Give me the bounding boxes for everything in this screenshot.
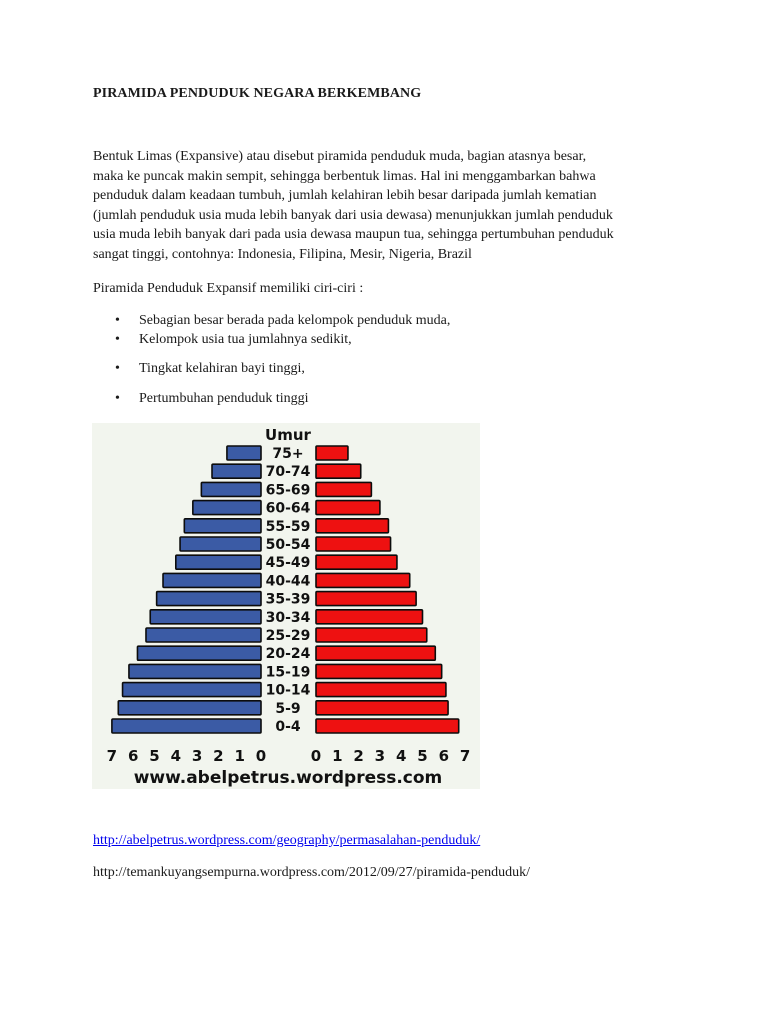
right-bar xyxy=(316,719,459,733)
age-group-label: 0-4 xyxy=(275,719,301,735)
characteristics-intro: Piramida Penduduk Expansif memiliki ciri-ciri : xyxy=(93,281,364,296)
age-group-label: 25-29 xyxy=(265,628,311,644)
left-bar xyxy=(137,646,261,660)
age-group-label: 60-64 xyxy=(265,500,311,517)
left-axis-tick: 2 xyxy=(213,747,224,765)
right-axis-tick: 0 xyxy=(310,747,322,765)
left-bar xyxy=(157,592,261,606)
list-item-text: Kelompok usia tua jumlahnya sedikit, xyxy=(139,332,352,347)
left-bar xyxy=(193,501,261,515)
age-group-label: 45-49 xyxy=(265,555,311,572)
paragraph-line: sangat tinggi, contohnya: Indonesia, Filipina, Mesir, Nigeria, Brazil xyxy=(93,246,472,262)
age-group-label: 65-69 xyxy=(265,482,311,499)
description-paragraph xyxy=(93,147,693,264)
right-bar xyxy=(316,555,397,569)
left-bar xyxy=(123,683,261,697)
left-bar xyxy=(227,446,261,460)
list-item xyxy=(115,391,309,407)
left-axis-tick: 0 xyxy=(255,747,267,765)
left-axis-tick: 3 xyxy=(191,747,203,765)
left-bar xyxy=(150,610,261,624)
source-link-2: http://temankuyangsempurna.wordpress.com/2012/09/27/piramida-penduduk/ xyxy=(93,865,531,880)
age-group-label: 75+ xyxy=(272,446,304,462)
left-bar xyxy=(176,555,261,569)
bullet-icon: • xyxy=(115,361,120,376)
right-bar xyxy=(316,683,446,697)
source-link-1[interactable]: http://abelpetrus.wordpress.com/geography/permasalahan-penduduk/ xyxy=(93,833,481,848)
left-bar xyxy=(212,464,261,478)
list-item-text: Tingkat kelahiran bayi tinggi, xyxy=(139,361,305,376)
left-axis-tick: 6 xyxy=(127,747,139,765)
age-group-label: 10-14 xyxy=(265,682,311,699)
paragraph-line: penduduk dalam keadaan tumbuh, jumlah kelahiran lebih besar daripada jumlah kematian xyxy=(93,188,597,203)
left-bar xyxy=(146,628,261,642)
list-item xyxy=(115,361,305,377)
right-bar xyxy=(316,573,410,587)
left-axis-tick: 5 xyxy=(149,747,160,765)
left-bar xyxy=(112,719,261,733)
list-item xyxy=(115,332,352,348)
bullet-icon: • xyxy=(115,391,120,406)
left-bar xyxy=(163,573,261,587)
left-bar xyxy=(118,701,261,715)
document-title: PIRAMIDA PENDUDUK NEGARA BERKEMBANG xyxy=(93,86,422,101)
bullet-icon: • xyxy=(115,313,120,328)
right-bar xyxy=(316,519,388,533)
age-group-label: 30-34 xyxy=(265,609,311,626)
population-pyramid-chart xyxy=(92,423,480,789)
right-axis-tick: 1 xyxy=(332,747,343,765)
watermark-text: www.abelpetrus.wordpress.com xyxy=(133,768,443,788)
right-bar xyxy=(316,628,427,642)
right-axis-tick: 6 xyxy=(438,747,450,765)
right-bar xyxy=(316,610,423,624)
left-bar xyxy=(129,664,261,678)
left-axis-tick: 1 xyxy=(234,747,245,765)
age-group-label: 20-24 xyxy=(265,646,311,663)
right-axis-tick: 5 xyxy=(417,747,428,765)
left-bar xyxy=(180,537,261,551)
paragraph-line: usia muda lebih banyak dari pada usia dewasa maupun tua, sehingga pertumbuhan penduduk xyxy=(93,227,614,242)
age-group-label: 50-54 xyxy=(265,537,311,553)
right-bar xyxy=(316,464,361,478)
right-bar xyxy=(316,446,348,460)
left-axis-tick: 7 xyxy=(106,747,118,765)
list-item-text: Pertumbuhan penduduk tinggi xyxy=(139,391,309,406)
age-group-label: 35-39 xyxy=(265,591,311,608)
chart-title: Umur xyxy=(265,426,311,444)
right-bar xyxy=(316,537,391,551)
age-group-label: 55-59 xyxy=(265,518,311,535)
left-axis-tick: 4 xyxy=(170,747,182,765)
age-group-label: 70-74 xyxy=(265,464,311,481)
right-axis-tick: 2 xyxy=(353,747,364,765)
right-axis-tick: 4 xyxy=(395,747,407,765)
right-bar xyxy=(316,701,448,715)
age-group-label: 5-9 xyxy=(275,700,301,717)
left-bar xyxy=(201,482,261,496)
right-bar xyxy=(316,592,416,606)
list-item xyxy=(115,313,450,329)
age-group-label: 15-19 xyxy=(265,664,311,681)
bullet-icon: • xyxy=(115,332,120,347)
paragraph-line: Bentuk Limas (Expansive) atau disebut piramida penduduk muda, bagian atasnya besar, xyxy=(93,149,587,164)
paragraph-line: maka ke puncak makin sempit, sehingga berbentuk limas. Hal ini menggambarkan bahwa xyxy=(93,168,596,184)
right-axis-tick: 3 xyxy=(374,747,386,765)
right-bar xyxy=(316,646,435,660)
population-pyramid-figure xyxy=(92,423,480,789)
list-item-text: Sebagian besar berada pada kelompok penduduk muda, xyxy=(139,313,451,328)
age-group-label: 40-44 xyxy=(265,573,311,590)
right-bar xyxy=(316,501,380,515)
right-bar xyxy=(316,664,442,678)
left-bar xyxy=(184,519,261,533)
right-bar xyxy=(316,482,371,496)
right-axis-tick: 7 xyxy=(459,747,471,765)
paragraph-line: (jumlah penduduk usia muda lebih banyak dari usia dewasa) menunjukkan jumlah penduduk xyxy=(93,207,613,223)
